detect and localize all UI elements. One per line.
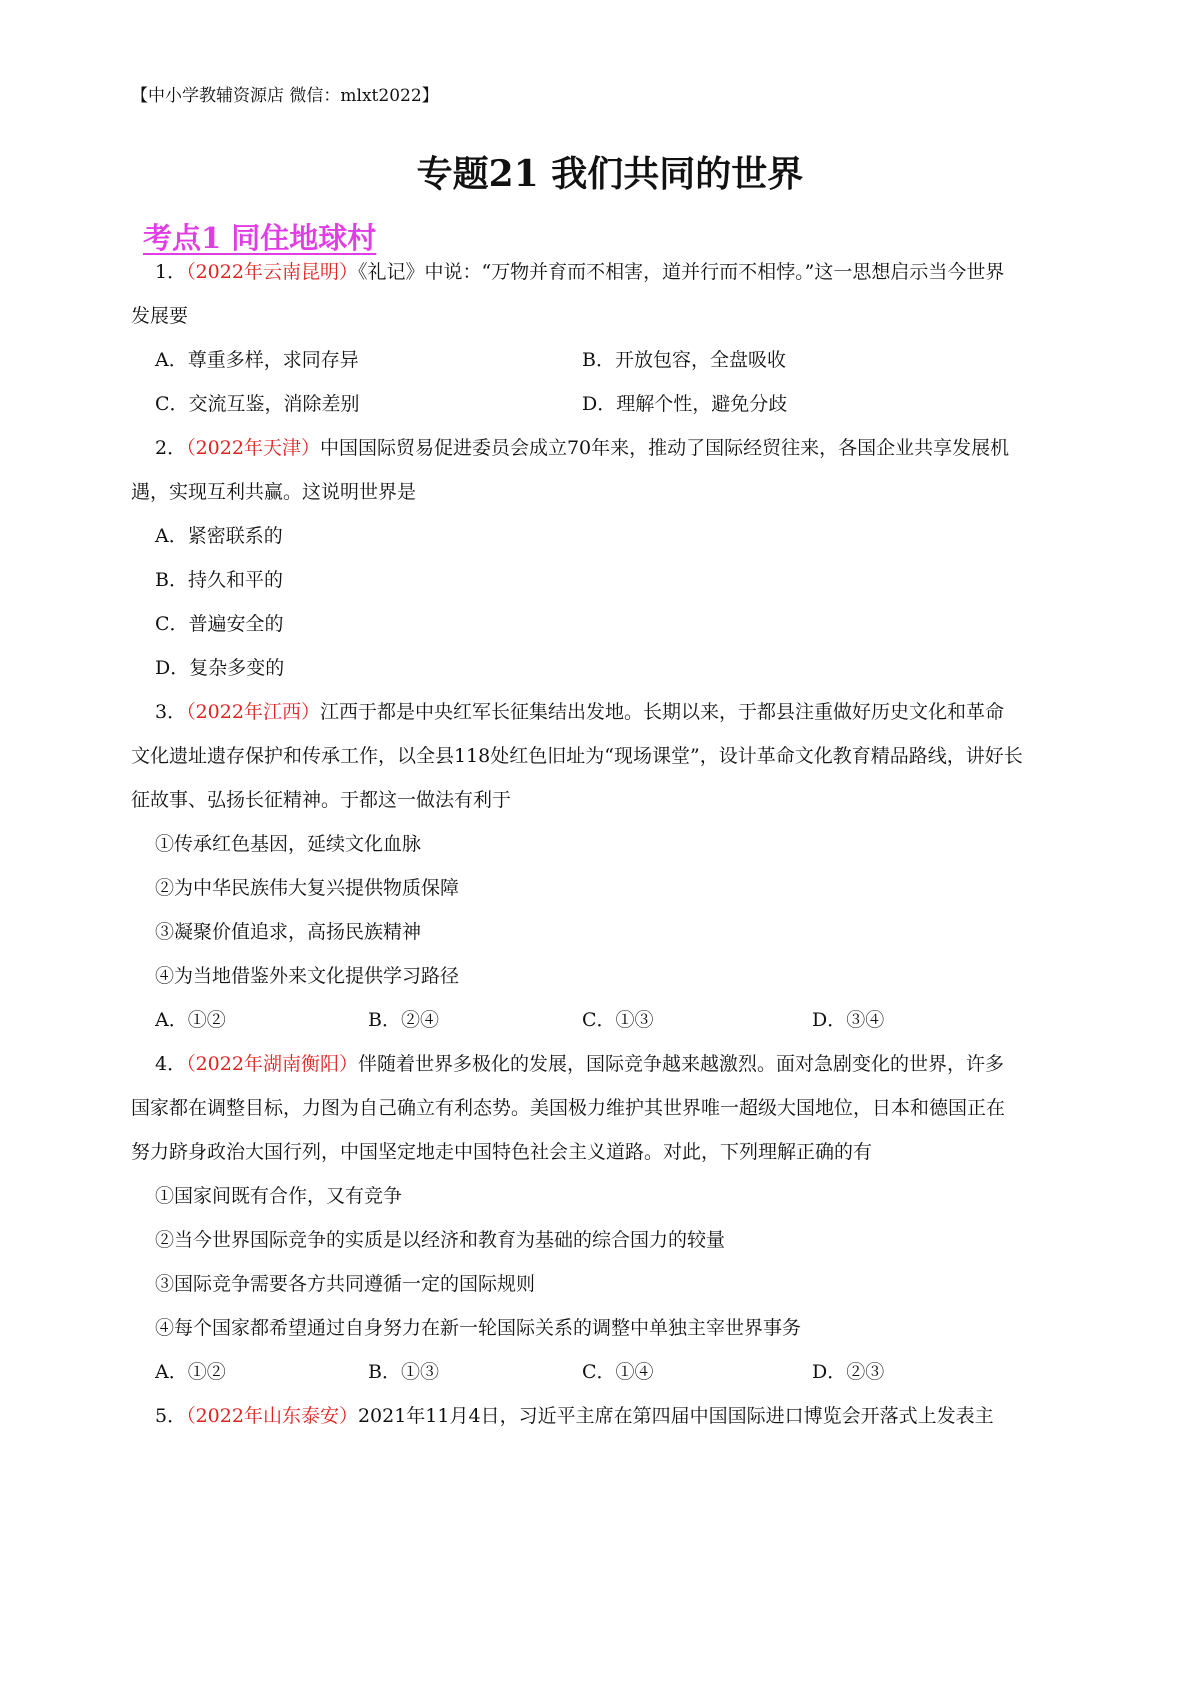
question-4-option-d: D．②③: [812, 1361, 885, 1383]
question-2-option-b: B．持久和平的: [155, 569, 283, 591]
question-4-statement-3: ③国际竞争需要各方共同遵循一定的国际规则: [155, 1273, 536, 1295]
question-4-stem-cont-2: 努力跻身政治大国行列，中国坚定地走中国特色社会主义道路。对此，下列理解正确的有: [131, 1141, 873, 1163]
question-4-statement-2: ②当今世界国际竞争的实质是以经济和教育为基础的综合国力的较量: [155, 1229, 726, 1251]
question-text: 中国国际贸易促进委员会成立70年来，推动了国际经贸往来，各国企业共享发展机: [319, 437, 1010, 459]
question-text: 2021年11月4日，习近平主席在第四届中国国际进口博览会开落式上发表主: [357, 1405, 994, 1427]
question-3-stem: [155, 698, 1004, 726]
question-3-stem-cont-2: 征故事、弘扬长征精神。于都这一做法有利于: [131, 789, 512, 811]
question-4-option-a: A．①②: [155, 1361, 226, 1383]
question-3-option-d: D．③④: [812, 1009, 885, 1031]
question-4-option-c: C．①④: [582, 1361, 654, 1383]
document-title: 专题21 我们共同的世界: [416, 153, 804, 195]
question-number: 2．: [155, 437, 187, 459]
question-source: （2022年湖南衡阳）: [186, 1053, 358, 1075]
question-text: 江西于都是中央红军长征集结出发地。长期以来，于都县注重做好历史文化和革命: [319, 701, 1004, 723]
question-4-stem-cont-1: 国家都在调整目标，力图为自己确立有利态势。美国极力维护其世界唯一超级大国地位，日本和德国正在: [131, 1097, 1006, 1119]
question-source: （2022年云南昆明）: [186, 261, 358, 283]
question-4-statement-1: ①国家间既有合作，又有竞争: [155, 1185, 403, 1207]
header-note: 【中小学教辅资源店 微信：mlxt2022】: [131, 86, 439, 106]
question-3-statement-2: ②为中华民族伟大复兴提供物质保障: [155, 877, 460, 899]
question-2-option-a: A．紧密联系的: [155, 525, 283, 547]
question-4-option-b: B．①③: [368, 1361, 439, 1383]
question-source: （2022年天津）: [186, 437, 320, 459]
question-1-stem-cont: 发展要: [131, 305, 189, 327]
question-text: 伴随着世界多极化的发展，国际竞争越来越激烈。面对急剧变化的世界，许多: [357, 1053, 1004, 1075]
question-2-stem-cont: 遇，实现互利共赢。这说明世界是: [131, 481, 417, 503]
question-2-option-c: C．普遍安全的: [155, 613, 284, 635]
question-3-statement-1: ①传承红色基因，延续文化血脉: [155, 833, 422, 855]
question-1-option-d: D．理解个性，避免分歧: [582, 393, 788, 415]
question-2-stem: [155, 434, 1009, 462]
question-3-option-c: C．①③: [582, 1009, 654, 1031]
question-1-option-c: C．交流互鉴，消除差别: [155, 393, 360, 415]
section-heading: 考点1 同住地球村: [143, 221, 377, 255]
question-1-option-a: A．尊重多样，求同存异: [155, 349, 359, 371]
question-3-statement-4: ④为当地借鉴外来文化提供学习路径: [155, 965, 460, 987]
question-text: 《礼记》中说：“万物并育而不相害，道并行而不相悖。”这一思想启示当今世界: [357, 261, 1005, 283]
question-source: （2022年江西）: [186, 701, 320, 723]
question-1-stem: [155, 258, 1004, 286]
question-3-option-a: A．①②: [155, 1009, 226, 1031]
question-number: 4．: [155, 1053, 187, 1075]
question-2-option-d: D．复杂多变的: [155, 657, 285, 679]
question-3-statement-3: ③凝聚价值追求，高扬民族精神: [155, 921, 422, 943]
question-3-option-b: B．②④: [368, 1009, 439, 1031]
question-5-stem: [155, 1402, 994, 1430]
question-3-stem-cont-1: 文化遗址遗存保护和传承工作，以全县118处红色旧址为“现场课堂”，设计革命文化教育精品路线，讲好长: [131, 745, 1023, 767]
question-4-stem: [155, 1050, 1004, 1078]
question-4-statement-4: ④每个国家都希望通过自身努力在新一轮国际关系的调整中单独主宰世界事务: [155, 1317, 802, 1339]
question-source: （2022年山东泰安）: [186, 1405, 358, 1427]
question-1-option-b: B．开放包容，全盘吸收: [582, 349, 786, 371]
question-number: 5．: [155, 1405, 187, 1427]
question-number: 3．: [155, 701, 187, 723]
question-number: 1．: [155, 261, 187, 283]
